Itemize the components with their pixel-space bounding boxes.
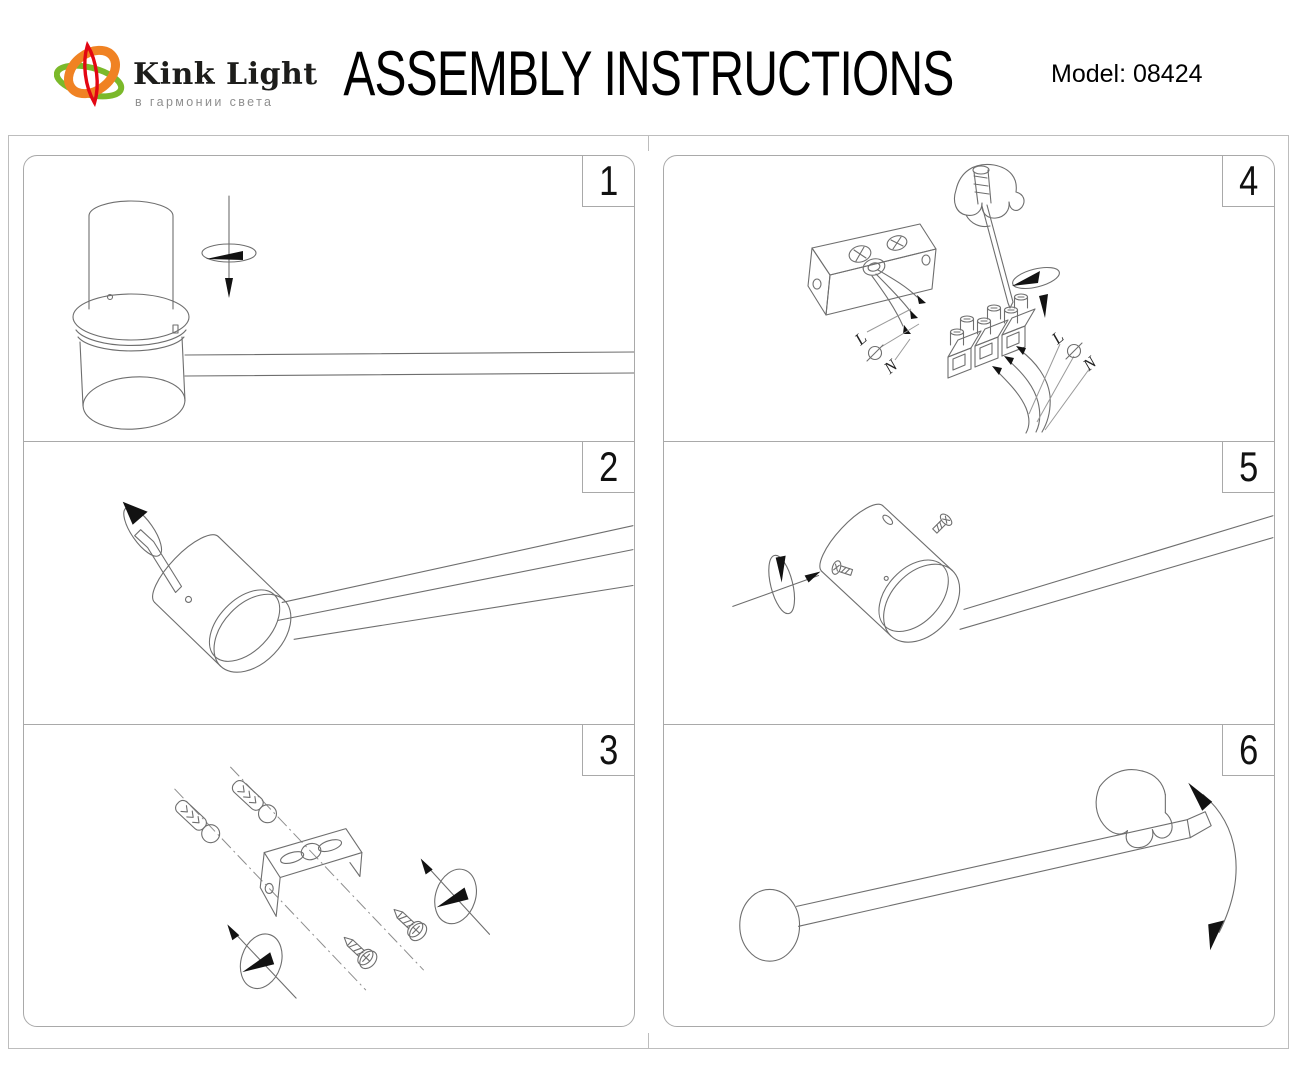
page-title: ASSEMBLY INSTRUCTIONS xyxy=(342,39,954,109)
panel-badge xyxy=(582,442,634,493)
wall-bracket-icon xyxy=(260,829,362,917)
panel-step-4 xyxy=(664,156,1274,441)
rotation-arrow-icon xyxy=(776,556,786,583)
panel-number: 2 xyxy=(598,443,619,490)
rotation-arrow-icon xyxy=(123,502,148,525)
panel-number: 5 xyxy=(1238,443,1259,490)
panel-step-2 xyxy=(24,441,634,724)
wire-label-neutral-left: N xyxy=(880,355,902,378)
rotation-arrow-icon xyxy=(1188,783,1212,811)
hand-icon xyxy=(954,164,1024,226)
screw-icon xyxy=(930,512,954,536)
screw-icon xyxy=(387,902,430,944)
model-label: Model: 08424 xyxy=(1051,60,1203,88)
panel-step-1 xyxy=(24,156,634,441)
down-arrow-icon xyxy=(1039,294,1048,318)
panel-number: 3 xyxy=(598,726,619,773)
rotation-arrow-icon xyxy=(1208,920,1224,950)
screwdriver-icon xyxy=(973,166,1013,308)
panel-column-right xyxy=(663,155,1275,1027)
panel-number: 1 xyxy=(598,157,619,204)
panel-column-left xyxy=(23,155,635,1027)
rotation-arrow-icon xyxy=(421,859,433,875)
panel-badge xyxy=(582,725,634,776)
rotation-arrow-icon xyxy=(227,924,239,940)
brand-tagline: в гармонии света xyxy=(135,95,274,109)
step-6-drawing xyxy=(664,725,1274,1026)
panel-step-3 xyxy=(24,724,634,1026)
rotation-arrow-icon xyxy=(206,251,243,260)
wires xyxy=(996,350,1050,433)
panel-badge xyxy=(1222,725,1274,776)
wire-label-neutral-right: N xyxy=(1079,352,1101,375)
wire-label-line-left: L xyxy=(850,328,871,349)
wire-label-line-right: L xyxy=(1047,327,1068,348)
earth-symbol-icon xyxy=(867,345,883,361)
panel-badge xyxy=(1222,156,1274,207)
step-2-drawing xyxy=(24,442,634,724)
step-4-drawing xyxy=(664,156,1274,441)
mounted-bracket-icon xyxy=(808,224,936,315)
panel-step-6 xyxy=(664,724,1274,1026)
screw-icon xyxy=(831,560,854,579)
hex-key-icon xyxy=(135,530,182,593)
panel-number: 6 xyxy=(1238,726,1259,773)
hand-icon xyxy=(1096,770,1172,848)
panel-badge xyxy=(1222,442,1274,493)
down-arrow-icon xyxy=(225,278,233,298)
frame-center-tick-top xyxy=(648,136,649,151)
panel-badge xyxy=(582,156,634,207)
panel-number: 4 xyxy=(1238,157,1259,204)
screw-icon xyxy=(337,930,380,972)
wall-anchor-icon xyxy=(229,777,281,827)
frame-center-tick-bottom xyxy=(648,1033,649,1048)
panel-step-5 xyxy=(664,441,1274,724)
wall-anchor-icon xyxy=(172,797,224,847)
brand-text: Kink Light xyxy=(133,57,318,92)
terminal-block-icon xyxy=(948,294,1035,378)
step-3-drawing xyxy=(24,725,634,1026)
arrow-icon xyxy=(805,572,821,583)
terminal-barrels xyxy=(951,294,1028,345)
step-1-drawing xyxy=(24,156,634,441)
step-5-drawing xyxy=(664,442,1274,724)
rotation-arrow-icon xyxy=(1012,271,1040,286)
rotation-arrow-icon xyxy=(437,887,469,907)
